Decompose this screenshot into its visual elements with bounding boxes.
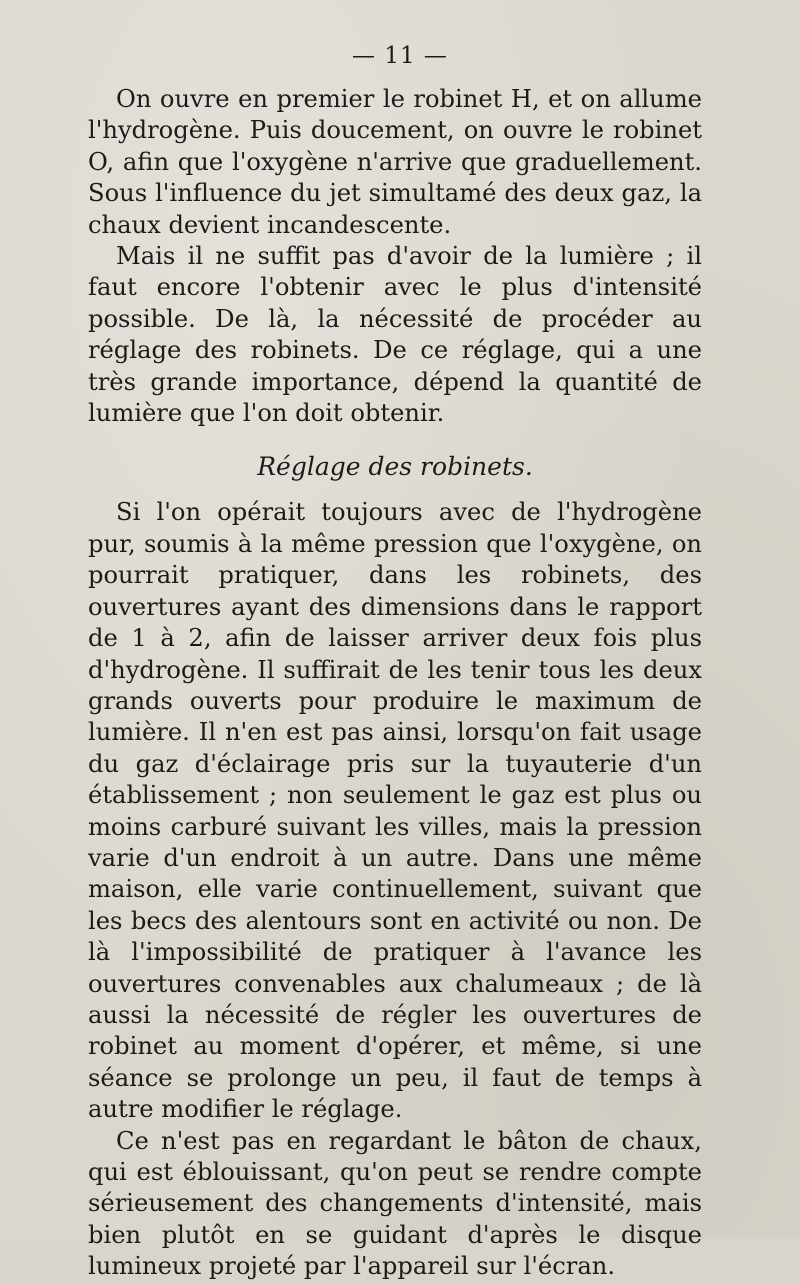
page-number: — 11 — — [352, 43, 448, 69]
page-body — [88, 84, 702, 1283]
section-heading: Réglage des robinets. — [257, 452, 533, 482]
paragraph: Si l'on opérait toujours avec de l'hydrogène pur, soumis à la même pression que l'oxygène, on pourrait pratiquer, dans les robinets, des ouvertures ayant des dimensions dans le rapport de 1 à 2, afin de laisser arriver deux fois plus d'hydrogène. Il suffirait de les tenir tous les deux grands ouverts pour produire le maximum de lumière. Il n'en est pas ainsi, lorsqu'on fait usage du gaz d'éclairage pris sur la tuyauterie d'un établissement ; non seulement le gaz est plus ou moins carburé suivant les villes, mais la pression varie d'un endroit à un autre. Dans une même maison, elle varie continuellement, suivant que les becs des alentours sont en activité ou non. De là l'impossibilité de pratiquer à l'avance les ouvertures convenables aux chalumeaux ; de là aussi la nécessité de régler les ouvertures de robinet au moment d'opérer, et même, si une séance se prolonge un peu, il faut de temps à autre modifier le réglage. — [88, 498, 702, 1124]
paragraph: Ce n'est pas en regardant le bâton de chaux, qui est éblouissant, qu'on peut se rendre compte sérieusement des changements d'intensité, mais bien plutôt en se guidant d'après le disque lumineux projeté par l'appareil sur l'écran. — [88, 1126, 702, 1281]
paragraph: Mais il ne suffit pas d'avoir de la lumière ; il faut encore l'obtenir avec le plus d'intensité possible. De là, la nécessité de procéder au réglage des robinets. De ce réglage, qui a une très grande importance, dépend la quantité de lumière que l'on doit obtenir. — [88, 242, 702, 428]
paragraph: On ouvre en premier le robinet H, et on allume l'hydrogène. Puis doucement, on ouvre le robinet O, afin que l'oxygène n'arrive que graduellement. Sous l'influence du jet simultamé des deux gaz, la chaux devient incandescente. — [88, 85, 702, 239]
